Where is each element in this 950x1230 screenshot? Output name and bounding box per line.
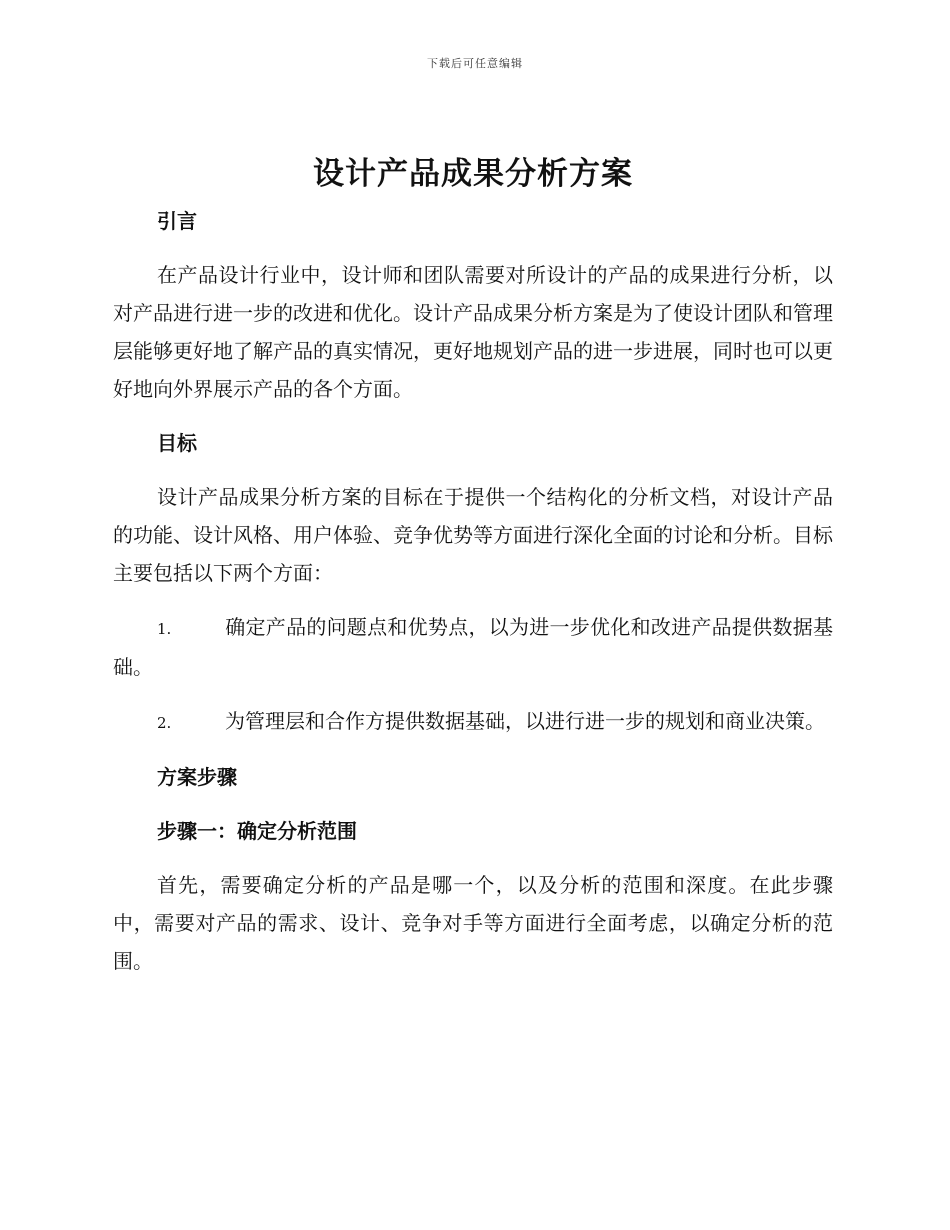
list-item-text: 为管理层和合作方提供数据基础，以进行进一步的规划和商业决策。: [225, 709, 825, 733]
list-number: 2.: [157, 714, 172, 732]
document-body: [113, 148, 833, 996]
page-header-note: 下载后可任意编辑: [427, 57, 523, 70]
section-heading-intro: 引言: [157, 209, 197, 233]
goal-list-item-2: [113, 702, 833, 742]
step-1-paragraph: 首先，需要确定分析的产品是哪一个，以及分析的范围和深度。在此步骤中，需要对产品的需求、设计、竞争对手等方面进行全面考虑，以确定分析的范围。: [113, 873, 833, 973]
document-title: 设计产品成果分析方案: [313, 156, 633, 192]
goal-list-item-1: [113, 608, 833, 686]
subheading-step-1: 步骤一：确定分析范围: [157, 819, 357, 843]
list-item-text: 确定产品的问题点和优势点，以为进一步优化和改进产品提供数据基础。: [113, 615, 833, 679]
goal-paragraph: 设计产品成果分析方案的目标在于提供一个结构化的分析文档，对设计产品的功能、设计风格、用户体验、竞争优势等方面进行深化全面的讨论和分析。目标主要包括以下两个方面：: [113, 485, 833, 585]
intro-paragraph: 在产品设计行业中，设计师和团队需要对所设计的产品的成果进行分析，以对产品进行进一步的改进和优化。设计产品成果分析方案是为了使设计团队和管理层能够更好地了解产品的真实情况，更好地规划产品的进一步进展，同时也可以更好地向外界展示产品的各个方面。: [113, 263, 833, 401]
list-number: 1.: [157, 620, 172, 638]
section-heading-steps: 方案步骤: [157, 765, 237, 789]
section-heading-goal: 目标: [157, 431, 197, 455]
